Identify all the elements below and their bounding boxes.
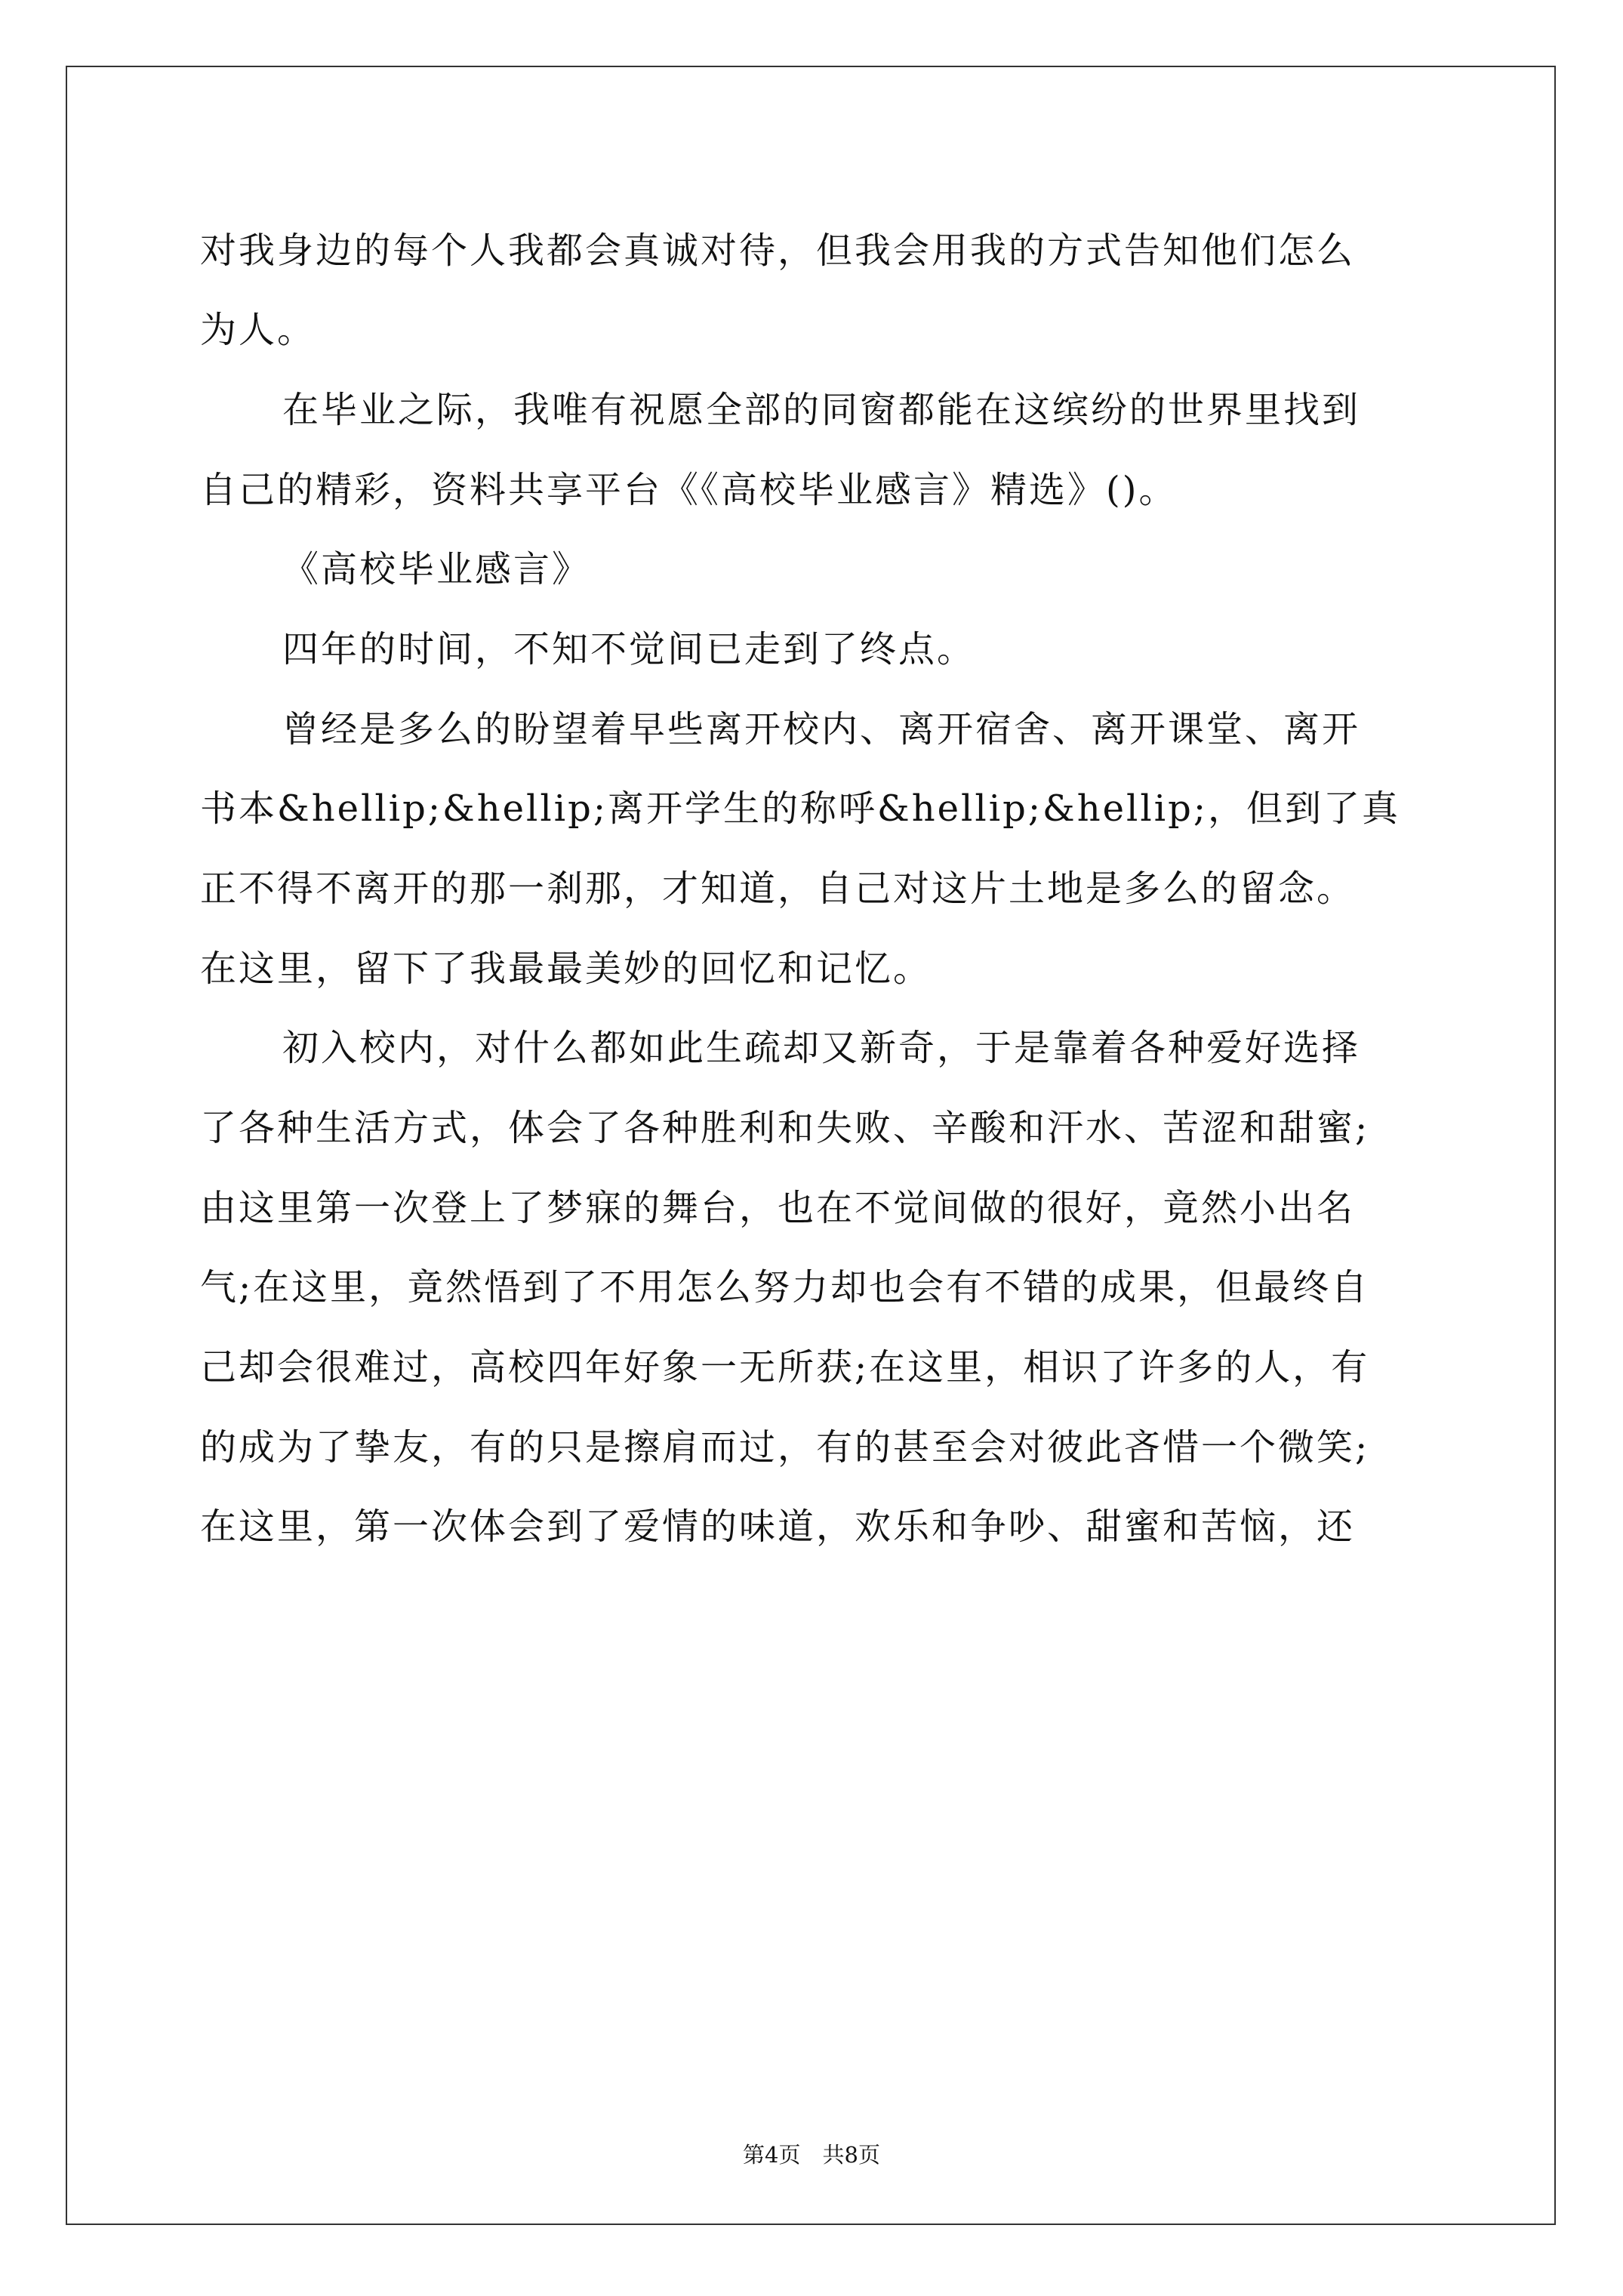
text-line-11: 初入校内，对什么都如此生疏却又新奇，于是靠着各种爱好选择 (282, 1027, 1361, 1069)
text-line-3: 在毕业之际，我唯有祝愿全部的同窗都能在这缤纷的世界里找到 (282, 389, 1361, 431)
text-line-4: 自己的精彩，资料共享平台《《高校毕业感言》精选》()。 (200, 469, 1178, 511)
text-line-1: 对我身边的每个人我都会真诚对待，但我会用我的方式告知他们怎么 (200, 230, 1356, 272)
text-line-14: 气;在这里，竟然悟到了不用怎么努力却也会有不错的成果，但最终自 (200, 1266, 1370, 1308)
text-line-15: 己却会很难过，高校四年好象一无所获;在这里，相识了许多的人，有 (200, 1346, 1370, 1388)
text-line-2: 为人。 (200, 309, 316, 351)
text-line-7: 曾经是多么的盼望着早些离开校内、离开宿舍、离开课堂、离开 (282, 708, 1361, 750)
text-line-13: 由这里第一次登上了梦寐的舞台，也在不觉间做的很好，竟然小出名 (200, 1187, 1356, 1229)
text-line-10: 在这里，留下了我最最美妙的回忆和记忆。 (200, 948, 932, 990)
page-number: 第4页 共8页 (743, 2142, 880, 2168)
text-line-12: 了各种生活方式，体会了各种胜利和失败、辛酸和汗水、苦涩和甜蜜; (200, 1107, 1370, 1149)
text-line-8: 书本&hellip;&hellip;离开学生的称呼&hellip;&hellip;，但到了真 (200, 787, 1401, 830)
text-line-9: 正不得不离开的那一刹那，才知道，自己对这片土地是多么的留念。 (200, 868, 1356, 910)
section-heading: 《高校毕业感言》 (282, 548, 591, 590)
text-line-6: 四年的时间，不知不觉间已走到了终点。 (282, 628, 976, 670)
text-line-17: 在这里，第一次体会到了爱情的味道，欢乐和争吵、甜蜜和苦恼，还 (200, 1505, 1356, 1548)
text-line-16: 的成为了挚友，有的只是擦肩而过，有的甚至会对彼此吝惜一个微笑; (200, 1426, 1370, 1469)
